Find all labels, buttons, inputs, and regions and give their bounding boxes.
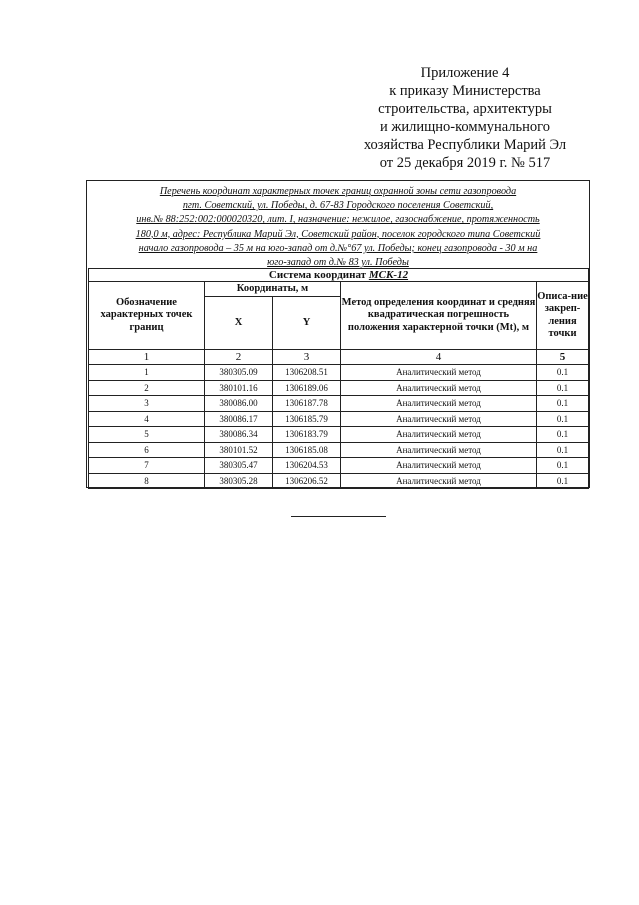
table-row bbox=[89, 473, 589, 489]
appendix-line: к приказу Министерства bbox=[389, 83, 541, 99]
column-index: 3 bbox=[273, 350, 341, 365]
signature-line bbox=[291, 516, 386, 517]
cell-method: Аналитический метод bbox=[341, 458, 537, 474]
header-y: Y bbox=[273, 297, 341, 350]
column-index: 4 bbox=[341, 350, 537, 365]
header-row bbox=[89, 282, 589, 297]
cell-point: 7 bbox=[89, 458, 205, 474]
column-index: 1 bbox=[89, 350, 205, 365]
coordinate-system-cell bbox=[89, 269, 589, 282]
cell-y: 1306189.06 bbox=[273, 380, 341, 396]
heading-line: начало газопровода – 35 м на юго-запад от д.№°67 ул. Победы; конец газопровода - 30 м на bbox=[138, 242, 538, 254]
heading-line: пгт. Советский, ул. Победы, д. 67-83 Городского поселения Советский, bbox=[182, 200, 494, 212]
header-x: X bbox=[205, 297, 273, 350]
table-heading bbox=[86, 185, 590, 270]
header-point: Обозначение характерных точек границ bbox=[89, 282, 205, 350]
cell-x: 380101.52 bbox=[205, 442, 273, 458]
heading-line: 180,0 м, адрес: Республика Марий Эл, Советский район, поселок городского типа Советский bbox=[135, 228, 541, 240]
appendix-line: Приложение 4 bbox=[420, 65, 510, 81]
cell-y: 1306206.52 bbox=[273, 473, 341, 489]
table-row bbox=[89, 442, 589, 458]
appendix-header bbox=[330, 64, 600, 172]
cell-y: 1306208.51 bbox=[273, 365, 341, 381]
cell-point: 4 bbox=[89, 411, 205, 427]
cell-mt: 0.1 bbox=[537, 380, 589, 396]
cell-method: Аналитический метод bbox=[341, 380, 537, 396]
cell-mt: 0.1 bbox=[537, 442, 589, 458]
heading-line: Перечень координат характерных точек границ охранной зоны сети газопровода bbox=[159, 186, 517, 197]
cell-y: 1306185.79 bbox=[273, 411, 341, 427]
cell-x: 380086.34 bbox=[205, 427, 273, 443]
cell-method: Аналитический метод bbox=[341, 411, 537, 427]
cell-x: 380086.17 bbox=[205, 411, 273, 427]
cell-y: 1306204.53 bbox=[273, 458, 341, 474]
cell-method: Аналитический метод bbox=[341, 365, 537, 381]
cell-y: 1306187.78 bbox=[273, 396, 341, 412]
cell-point: 2 bbox=[89, 380, 205, 396]
cell-method: Аналитический метод bbox=[341, 427, 537, 443]
cell-x: 380086.00 bbox=[205, 396, 273, 412]
heading-line: инв.№ 88:252:002:000020320, лит. I, назначение: нежилое, газоснабжение, протяженность bbox=[136, 214, 540, 226]
cell-method: Аналитический метод bbox=[341, 396, 537, 412]
coordinate-system-label: Система координат bbox=[268, 269, 367, 281]
cell-mt: 0.1 bbox=[537, 427, 589, 443]
appendix-line: хозяйства Республики Марий Эл bbox=[363, 137, 567, 153]
cell-method: Аналитический метод bbox=[341, 442, 537, 458]
cell-mt: 0.1 bbox=[537, 365, 589, 381]
table-row bbox=[89, 427, 589, 443]
table-row bbox=[89, 365, 589, 381]
table-row bbox=[89, 411, 589, 427]
cell-x: 380305.47 bbox=[205, 458, 273, 474]
coordinates-table bbox=[88, 268, 589, 489]
table-row bbox=[89, 396, 589, 412]
header-coords: Координаты, м bbox=[205, 282, 341, 297]
cell-mt: 0.1 bbox=[537, 473, 589, 489]
cell-point: 5 bbox=[89, 427, 205, 443]
cell-y: 1306185.08 bbox=[273, 442, 341, 458]
appendix-line: и жилищно-коммунального bbox=[379, 119, 551, 135]
cell-point: 8 bbox=[89, 473, 205, 489]
column-index-row bbox=[89, 350, 589, 365]
cell-mt: 0.1 bbox=[537, 396, 589, 412]
cell-point: 1 bbox=[89, 365, 205, 381]
column-index: 5 bbox=[537, 350, 589, 365]
cell-y: 1306183.79 bbox=[273, 427, 341, 443]
cell-point: 6 bbox=[89, 442, 205, 458]
cell-x: 380101.16 bbox=[205, 380, 273, 396]
appendix-line: от 25 декабря 2019 г. № 517 bbox=[379, 155, 551, 171]
cell-x: 380305.09 bbox=[205, 365, 273, 381]
coordinate-system-row bbox=[89, 269, 589, 282]
appendix-line: строительства, архитектуры bbox=[378, 101, 552, 117]
heading-line: юго-запад от д.№ 83 ул. Победы bbox=[267, 257, 409, 269]
header-description: Описа-ние закреп-ления точки bbox=[537, 282, 589, 350]
header-method: Метод определения координат и средняя квадратическая погрешность положения характерной точки (Mt), м bbox=[341, 282, 537, 350]
table-row bbox=[89, 458, 589, 474]
cell-mt: 0.1 bbox=[537, 411, 589, 427]
cell-point: 3 bbox=[89, 396, 205, 412]
table-row bbox=[89, 380, 589, 396]
cell-x: 380305.28 bbox=[205, 473, 273, 489]
cell-mt: 0.1 bbox=[537, 458, 589, 474]
cell-method: Аналитический метод bbox=[341, 473, 537, 489]
coordinate-system-name: МСК-12 bbox=[368, 269, 409, 281]
column-index: 2 bbox=[205, 350, 273, 365]
